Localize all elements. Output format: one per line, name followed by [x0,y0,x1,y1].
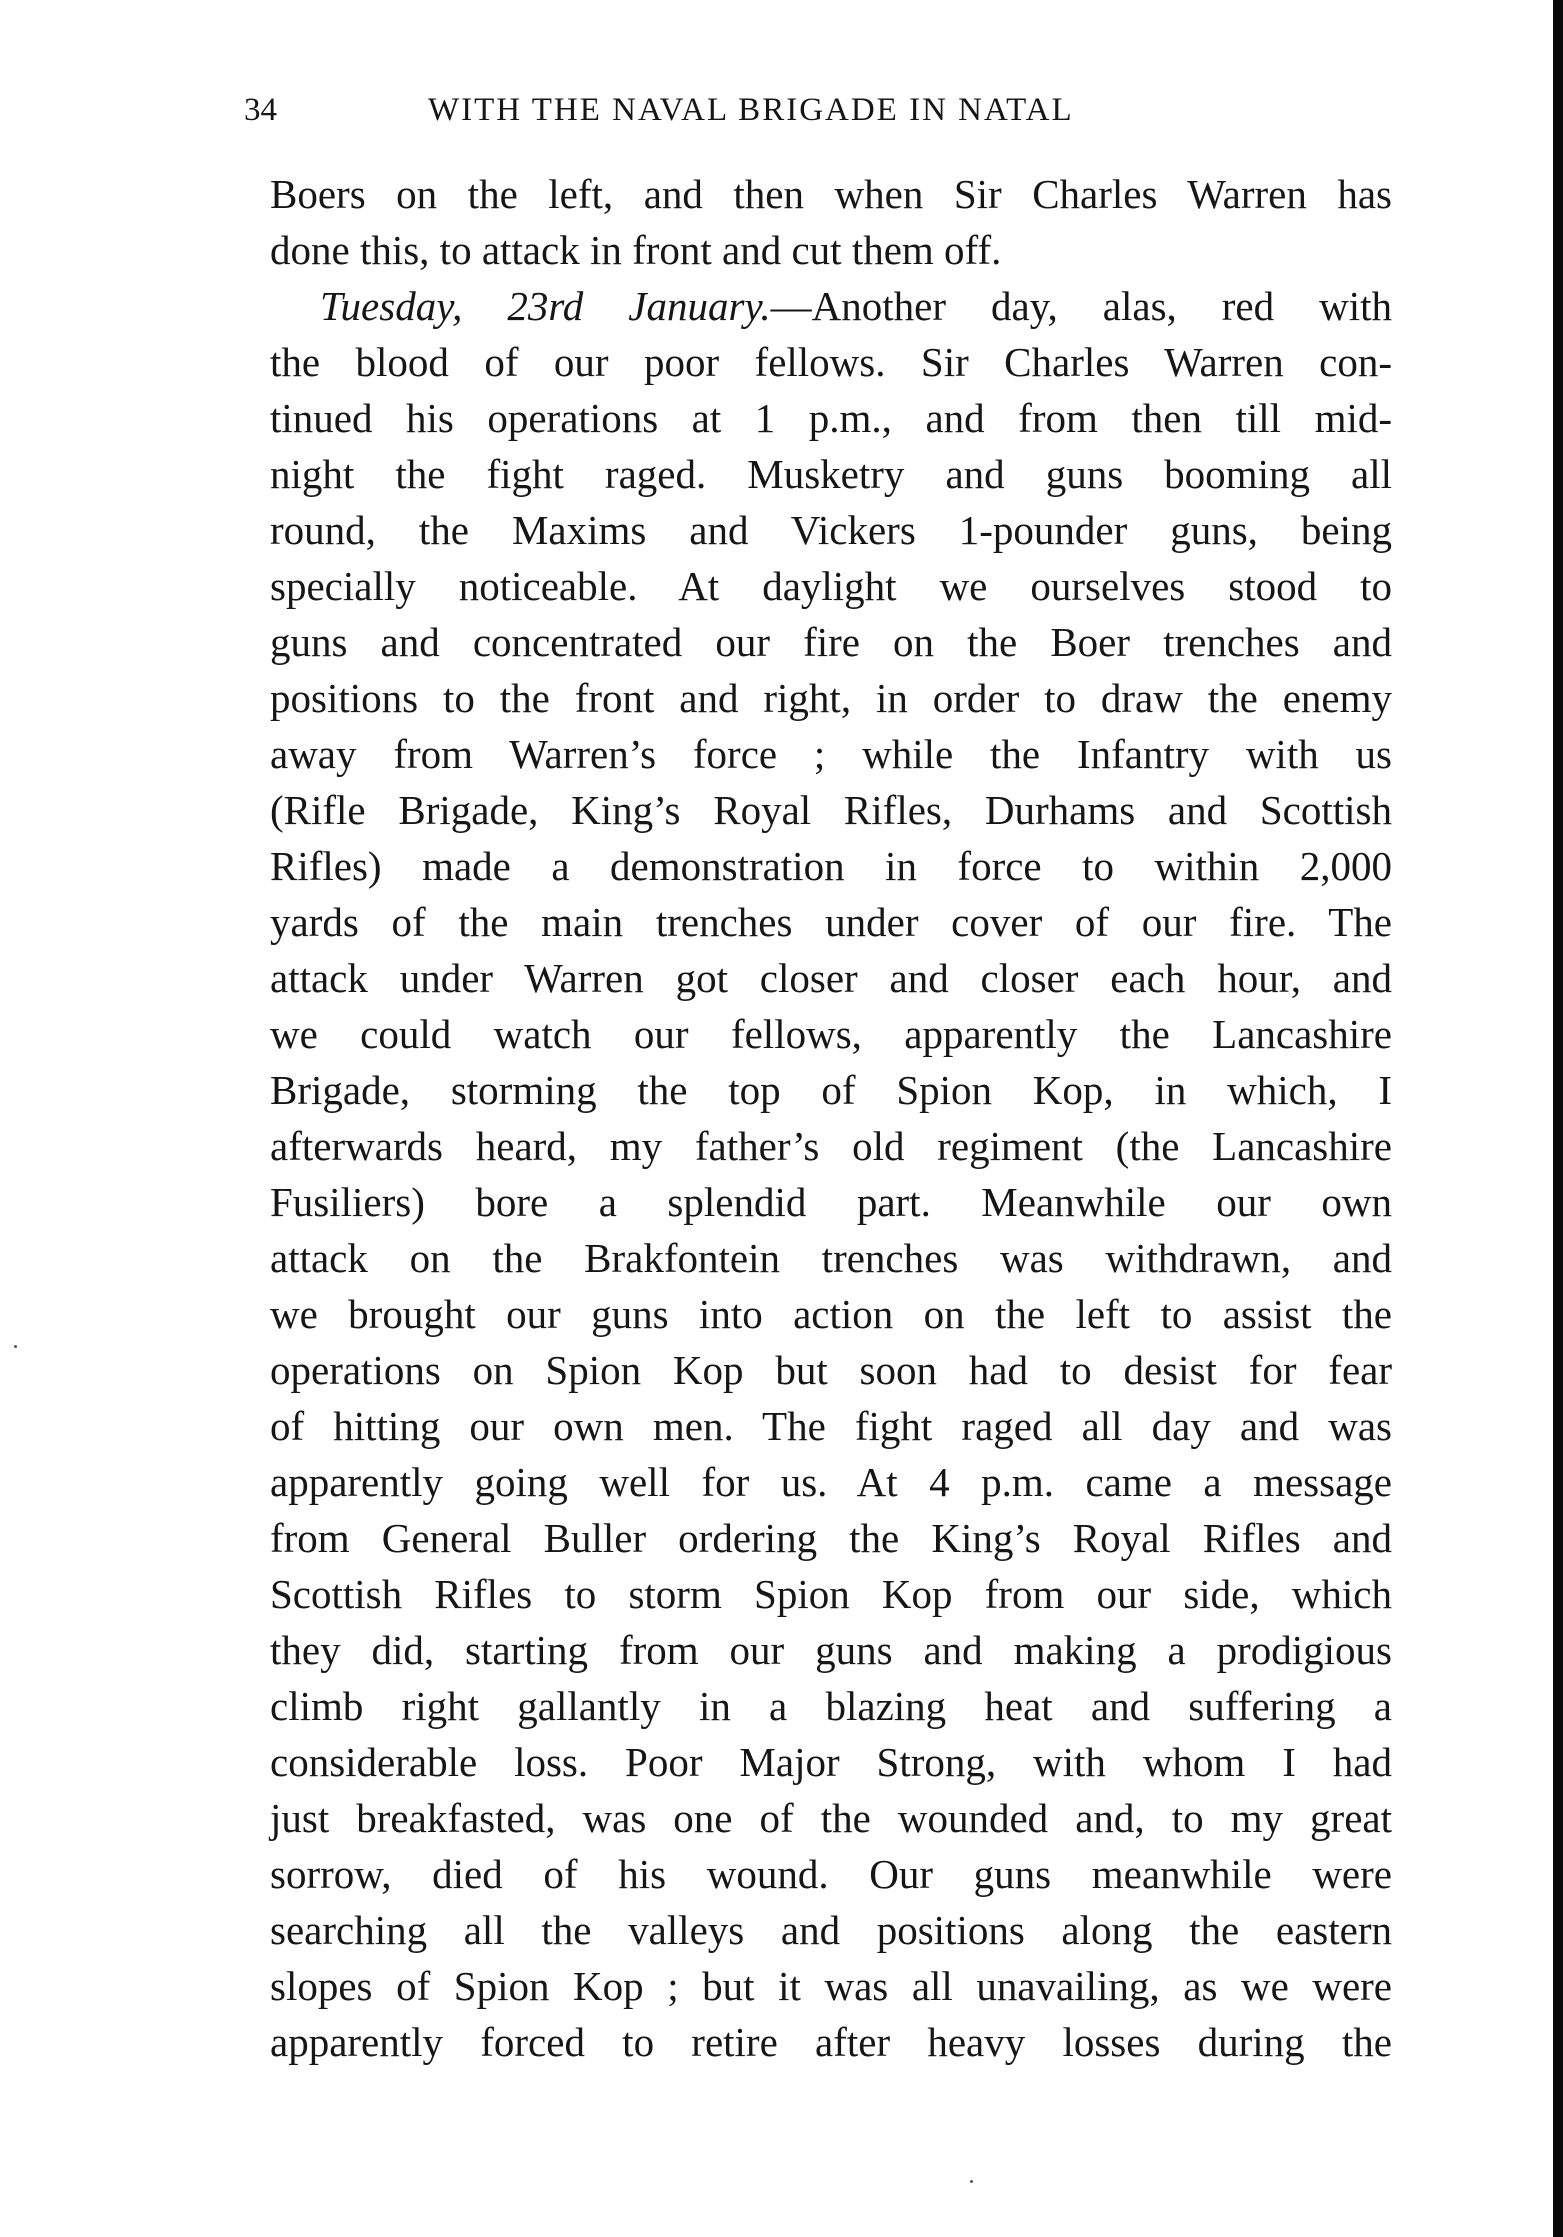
text-line: done this, to attack in front and cut them off. [270,227,1002,273]
text-line: we could watch our fellows, apparently the Lancashire [270,1011,1392,1057]
page-header [244,88,1244,132]
text-line: afterwards heard, my father’s old regiment (the Lancashire [270,1123,1392,1169]
text-line: away from Warren’s force ; while the Infantry with us [270,731,1392,777]
text-line: Boers on the left, and then when Sir Charles Warren has [270,171,1392,217]
text-line: of hitting our own men. The fight raged all day and was [270,1403,1392,1449]
paragraph-opening-line [270,278,1392,334]
text-line: night the fight raged. Musketry and guns booming all [270,451,1392,497]
text-line: apparently going well for us. At 4 p.m. came a message [270,1459,1392,1505]
text-line: considerable loss. Poor Major Strong, with whom I had [270,1739,1392,1785]
text-line: climb right gallantly in a blazing heat and suffering a [270,1683,1392,1729]
text-line: specially noticeable. At daylight we ourselves stood to [270,563,1392,609]
text-line: we brought our guns into action on the left to assist the [270,1291,1392,1337]
entry-date: Tuesday, 23rd January. [320,283,771,329]
text-line: operations on Spion Kop but soon had to desist for fear [270,1347,1392,1393]
text-line: slopes of Spion Kop ; but it was all unavailing, as we were [270,1963,1392,2009]
text-line: tinued his operations at 1 p.m., and from then till mid- [270,395,1392,441]
text-line: Scottish Rifles to storm Spion Kop from our side, which [270,1571,1392,1617]
text-line: yards of the main trenches under cover of our fire. The [270,899,1392,945]
text-line: apparently forced to retire after heavy losses during the [270,2019,1392,2065]
page-edge-shadow [1553,0,1563,2237]
text-line: sorrow, died of his wound. Our guns meanwhile were [270,1851,1392,1897]
text-line: from General Buller ordering the King’s Royal Rifles and [270,1515,1392,1561]
text-line: they did, starting from our guns and making a prodigious [270,1627,1392,1673]
text-line: attack on the Brakfontein trenches was withdrawn, and [270,1235,1392,1281]
running-title: WITH THE NAVAL BRIGADE IN NATAL [428,92,1074,128]
body-text [270,166,1392,2070]
text-line: (Rifle Brigade, King’s Royal Rifles, Durhams and Scottish [270,787,1392,833]
text-line: round, the Maxims and Vickers 1-pounder guns, being [270,507,1392,553]
paper-speck [970,2180,973,2183]
page-number: 34 [244,92,277,128]
paper-speck [14,1345,17,1348]
text-line: Fusiliers) bore a splendid part. Meanwhile our own [270,1179,1392,1225]
text-line: attack under Warren got closer and closer each hour, and [270,955,1392,1001]
text-line: the blood of our poor fellows. Sir Charles Warren con- [270,339,1392,385]
text-line: Brigade, storming the top of Spion Kop, in which, I [270,1067,1392,1113]
text-line: just breakfasted, was one of the wounded and, to my great [270,1795,1392,1841]
text-line: positions to the front and right, in order to draw the enemy [270,675,1392,721]
text-line: searching all the valleys and positions along the eastern [270,1907,1392,1953]
text-line: guns and concentrated our fire on the Boer trenches and [270,619,1392,665]
text-line: Rifles) made a demonstration in force to within 2,000 [270,843,1392,889]
text-line-rest: —Another day, alas, red with [770,283,1393,329]
